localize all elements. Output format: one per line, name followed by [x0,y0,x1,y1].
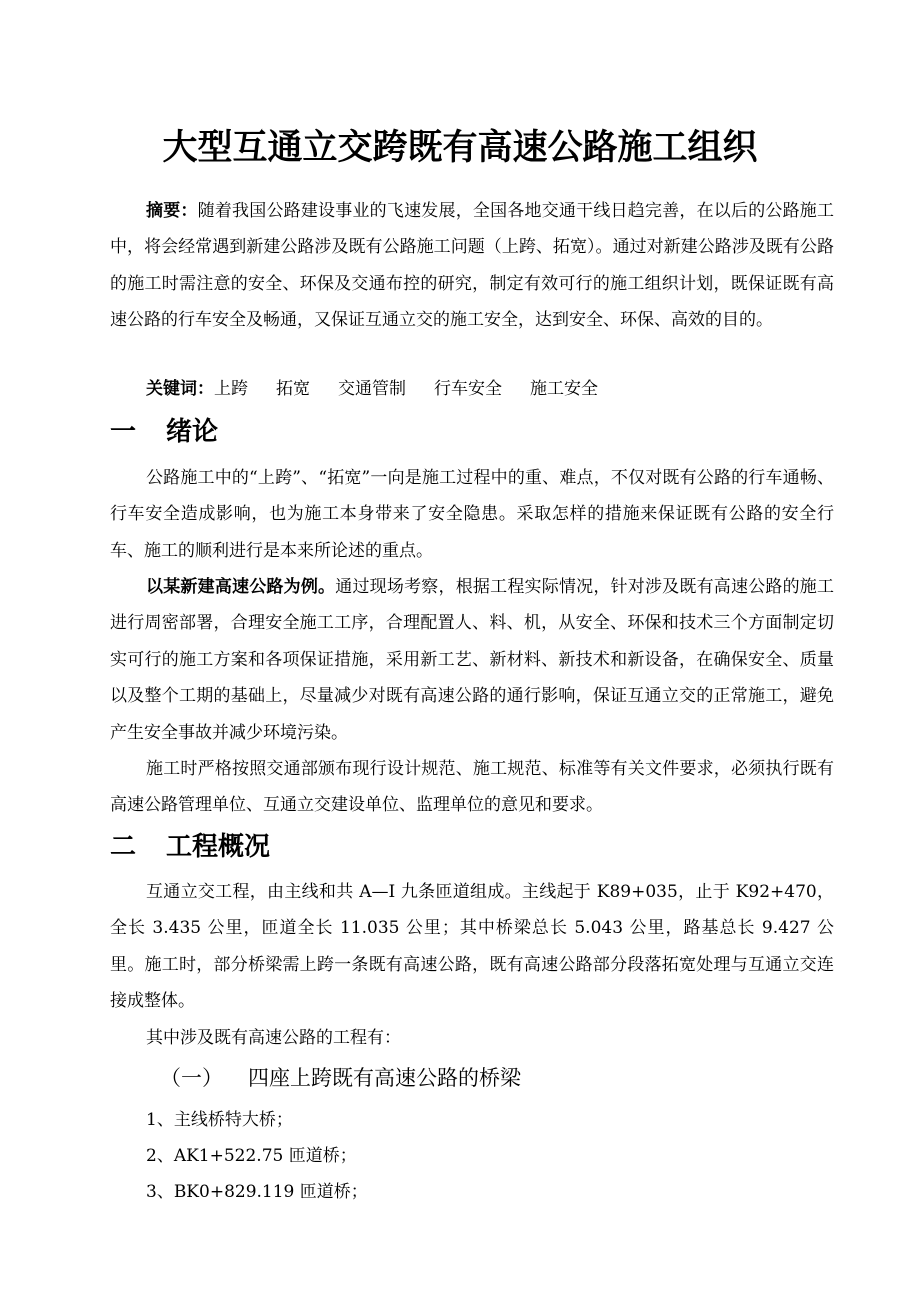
keyword: 拓宽 [276,379,310,399]
keyword: 上跨 [214,379,248,399]
body-paragraph [110,569,834,751]
abstract-paragraph [110,193,834,339]
paragraph-text: 其中涉及既有高速公路的工程有： [146,1028,401,1048]
keywords-label: 关键词： [146,379,214,399]
section-title: 工程概况 [166,832,271,862]
paragraph-lead: 以某新建高速公路为例。 [146,577,336,597]
body-paragraph [110,460,834,569]
section-heading [110,410,218,454]
keyword: 施工安全 [530,379,598,399]
body-paragraph [110,874,834,1020]
keyword: 交通管制 [338,379,406,399]
abstract-label: 摘要： [146,201,198,221]
paragraph-text: 施工时严格按照交通部颁布现行设计规范、施工规范、标准等有关文件要求，必须执行既有高速公路管理单位、互通立交建设单位、监理单位的意见和要求。 [110,759,834,816]
section-number: 一 [110,417,137,447]
paragraph-text: 互通立交工程，由主线和共 A—I 九条匝道组成。主线起于 K89+035，止于 K92+470，全长 3.435 公里，匝道全长 11.035 公里；其中桥梁总长 5.043 公里，路基总长 9.427 公里。施工时，部分桥梁需上跨一条既有高速公路，既有高速公路部分段落拓宽处理与互通立交连接成整体。 [110,882,834,1012]
keywords-line [146,371,836,407]
paragraph-text: 公路施工中的“上跨”、“拓宽”一向是施工过程中的重、难点，不仅对既有公路的行车通畅、行车安全造成影响，也为施工本身带来了安全隐患。采取怎样的措施来保证既有公路的安全行车、施工的顺利进行是本来所论述的重点。 [110,468,834,561]
body-paragraph [110,751,834,824]
subsection-heading [160,1058,521,1098]
keyword: 行车安全 [434,379,502,399]
document-title: 大型互通立交跨既有高速公路施工组织 [162,128,758,168]
section-number: 二 [110,832,137,862]
subsection-number: （一） [160,1066,223,1090]
subsection-title: 四座上跨既有高速公路的桥梁 [248,1066,521,1090]
section-title: 绪论 [166,417,219,447]
list-item: 3、BK0+829.119 匝道桥； [146,1182,368,1202]
body-paragraph [110,1020,834,1056]
list-item: 2、AK1+522.75 匝道桥； [146,1146,357,1166]
section-heading [110,825,270,869]
abstract-text: 随着我国公路建设事业的飞速发展，全国各地交通干线日趋完善，在以后的公路施工中，将会经常遇到新建公路涉及既有公路施工问题（上跨、拓宽）。通过对新建公路涉及既有公路的施工时需注意的安全、环保及交通布控的研究，制定有效可行的施工组织计划，既保证既有高速公路的行车安全及畅通，又保证互通立交的施工安全，达到安全、环保、高效的目的。 [110,201,835,331]
list-item: 1、主线桥特大桥； [146,1110,293,1130]
paragraph-text: 通过现场考察，根据工程实际情况，针对涉及既有高速公路的施工进行周密部署，合理安全施工工序，合理配置人、料、机，从安全、环保和技术三个方面制定切实可行的施工方案和各项保证措施，采用新工艺、新材料、新技术和新设备，在确保安全、质量以及整个工期的基础上，尽量减少对既有高速公路的通行影响，保证互通立交的正常施工，避免产生安全事故并减少环境污染。 [110,577,835,743]
